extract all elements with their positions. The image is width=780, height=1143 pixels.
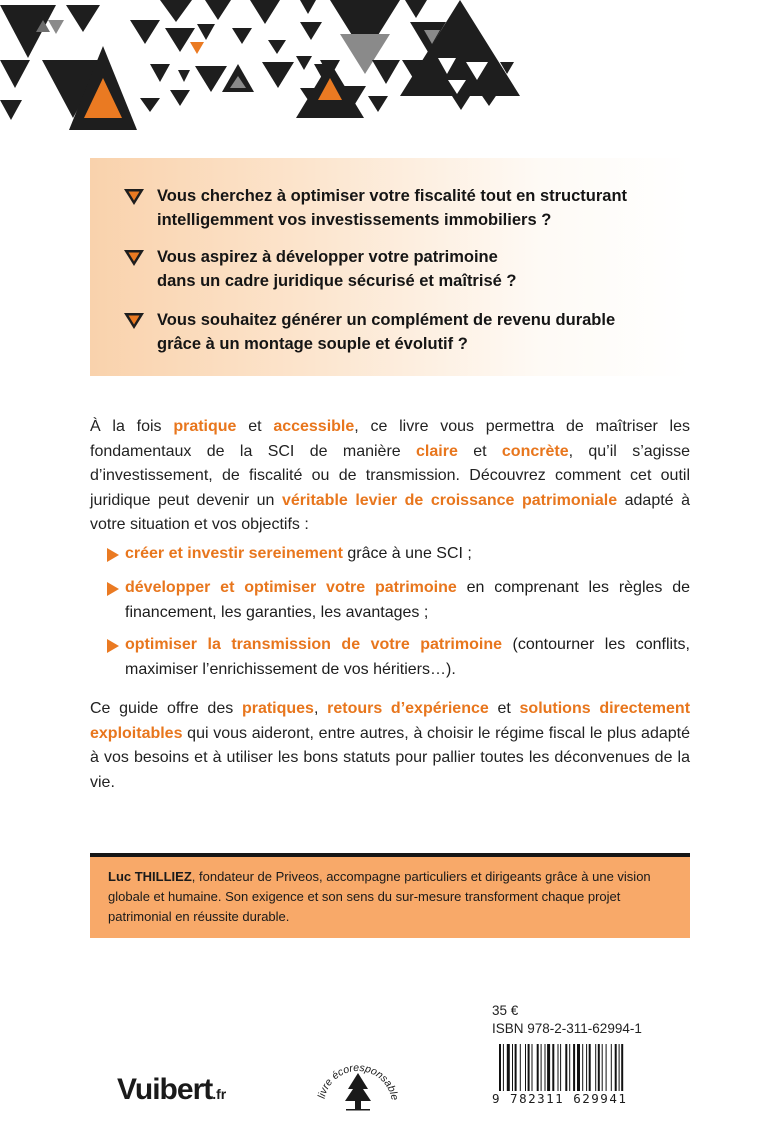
triangle-bullet-icon — [123, 188, 145, 206]
question-line: intelligemment vos investissements immobiliers ? — [157, 211, 552, 229]
guide-paragraph: Ce guide offre des pratiques, retours d’expérience et solutions directement exploitables qui vous aideront, entre autres, à choisir le régime fiscal le plus adapté à vos besoins et à utiliser les bons statuts pour pallier toutes les déconvenues de la vie. — [90, 700, 691, 791]
questions-box — [90, 158, 690, 376]
question-item — [123, 184, 683, 232]
author-bio: , fondateur de Priveos, accompagne particuliers et dirigeants grâce à une vision globale et humaine. Son exigence et son sens du sur-mesure transforment chaque projet patrimonial en réussite durable. — [108, 869, 651, 924]
publisher-logo: Vuibert.fr — [117, 1073, 227, 1106]
arrow-bullet-icon — [106, 548, 120, 562]
intro-paragraph: À la fois pratique et accessible, ce livre vous permettra de maîtriser les fondamentaux de la SCI de manière claire et concrète, qu’il s’agisse d’investissement, de fiscalité ou de transmission. Découvrez comment cet outil juridique peut devenir un véritable levier de croissance patrimoniale adapté à votre situation et vos objectifs : — [90, 418, 691, 533]
question-line: Vous aspirez à développer votre patrimoine — [157, 248, 498, 266]
triangle-bullet-icon — [123, 312, 145, 330]
list-item: développer et optimiser votre patrimoine en comprenant les règles de financement, les garanties, les avantages ; — [90, 576, 690, 625]
arrow-bullet-icon — [106, 582, 120, 596]
barcode-number: 9 782311 629941 — [492, 1091, 678, 1106]
price: 35 € — [492, 1003, 519, 1018]
author-name: Luc THILLIEZ — [108, 869, 192, 884]
eco-label — [310, 1033, 406, 1123]
isbn: ISBN 978-2-311-62994-1 — [492, 1021, 642, 1036]
arrow-bullet-icon — [106, 639, 120, 653]
triangle-pattern — [0, 0, 780, 150]
question-line: grâce à un montage souple et évolutif ? — [157, 335, 468, 353]
list-item: optimiser la transmission de votre patrimoine (contourner les conflits, maximiser l’enrichissement de vos héritiers…). — [90, 633, 690, 682]
question-item — [123, 308, 683, 356]
question-item — [123, 245, 683, 293]
question-line: Vous souhaitez générer un complément de revenu durable — [157, 311, 616, 329]
triangle-bullet-icon — [123, 249, 145, 267]
question-line: dans un cadre juridique sécurisé et maîtrisé ? — [157, 272, 517, 290]
svg-text:livre écoresponsable: livre écoresponsable — [315, 1061, 401, 1102]
tree-icon — [345, 1073, 371, 1111]
question-line: Vous cherchez à optimiser votre fiscalité tout en structurant — [157, 187, 628, 205]
list-item: créer et investir sereinement grâce à une SCI ; — [90, 542, 690, 567]
author-box — [90, 853, 690, 938]
barcode — [497, 1044, 677, 1094]
